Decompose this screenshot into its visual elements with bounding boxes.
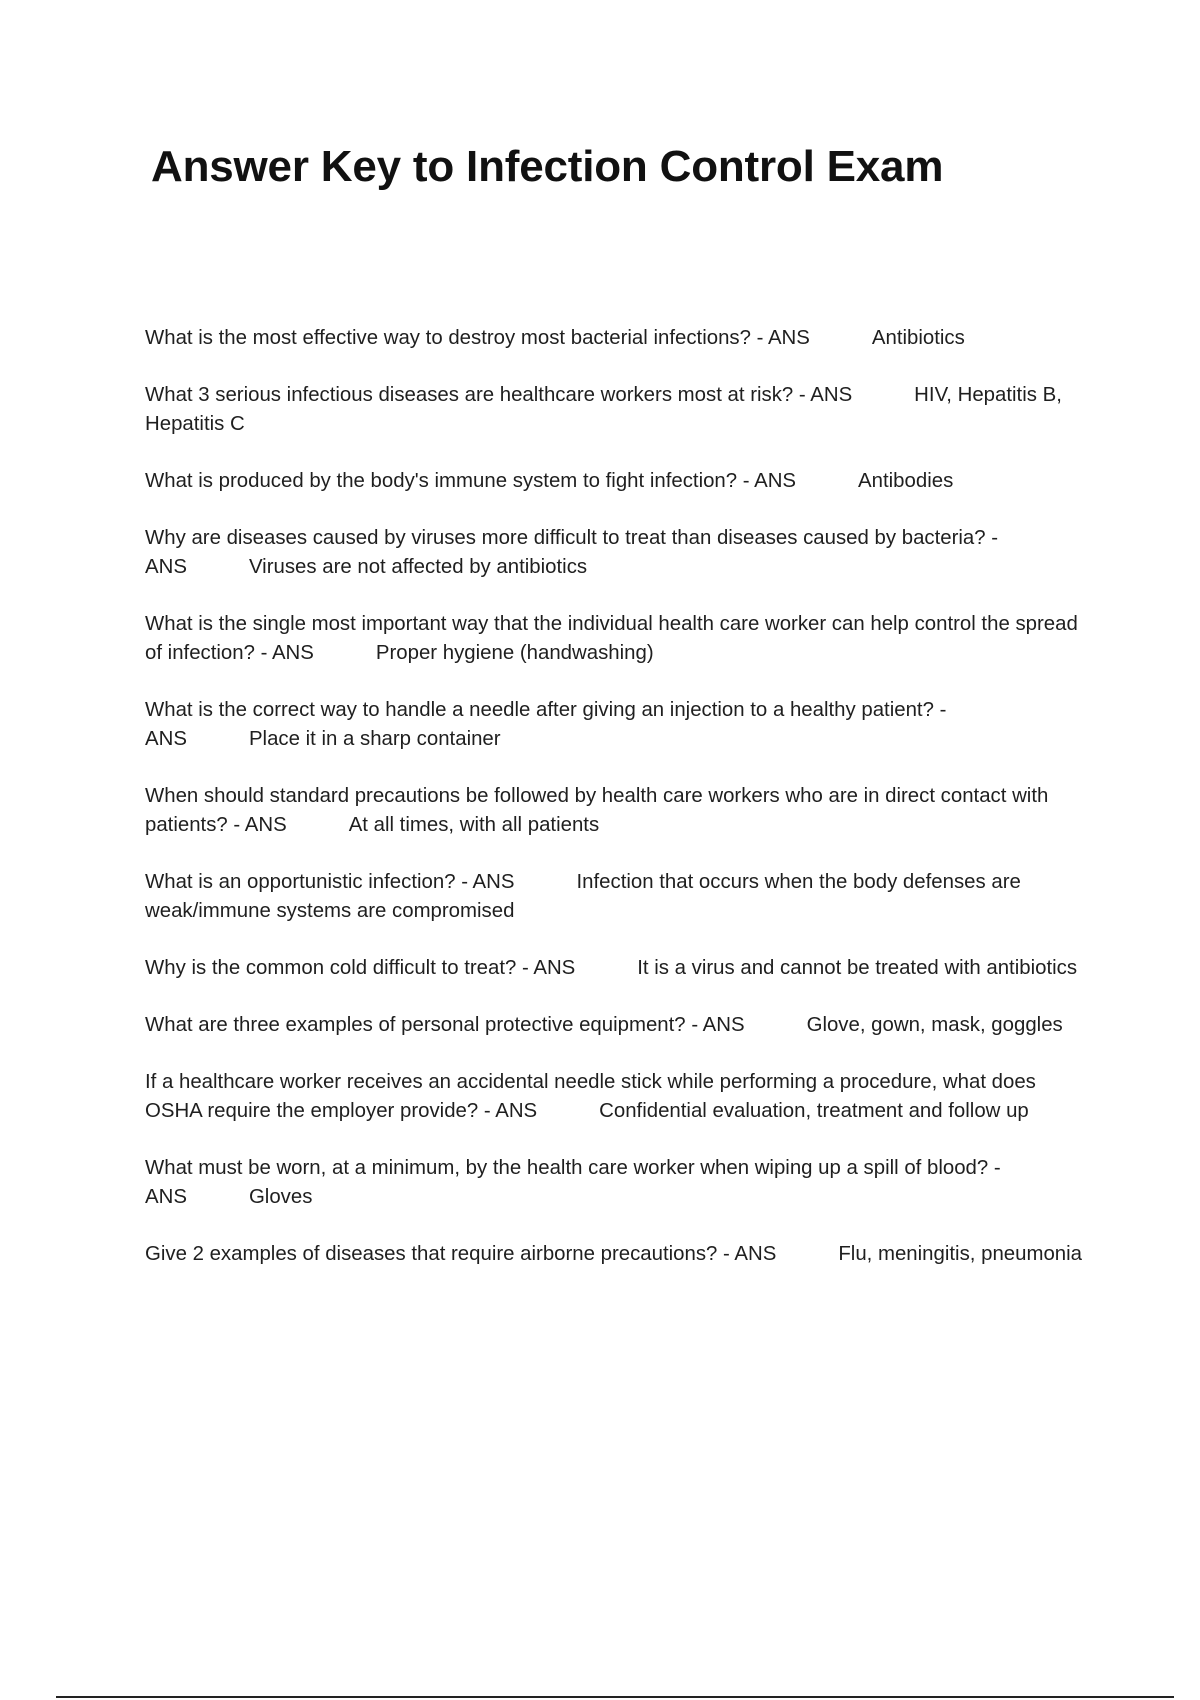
answer-text: Antibiotics	[871, 327, 965, 349]
answer-text: Gloves	[248, 1186, 313, 1208]
question-text: What is an opportunistic infection? - ANS	[145, 871, 515, 893]
qa-item	[145, 1011, 1090, 1040]
answer-text: Viruses are not affected by antibiotics	[248, 556, 588, 578]
question-text: Why are diseases caused by viruses more difficult to treat than diseases caused by bacteria? - ANS	[145, 527, 999, 578]
question-text: Why is the common cold difficult to treat? - ANS	[145, 957, 576, 979]
qa-item	[145, 467, 1090, 496]
answer-text: Glove, gown, mask, goggles	[806, 1014, 1063, 1036]
answer-text: Proper hygiene (handwashing)	[375, 642, 654, 664]
qa-item	[145, 1240, 1090, 1269]
question-text: What 3 serious infectious diseases are healthcare workers most at risk? - ANS	[145, 384, 853, 406]
question-text: When should standard precautions be followed by health care workers who are in direct contact with patients? - ANS	[145, 785, 1049, 836]
question-text: What are three examples of personal protective equipment? - ANS	[145, 1014, 745, 1036]
question-text: What is the most effective way to destroy most bacterial infections? - ANS	[145, 327, 810, 349]
question-text: If a healthcare worker receives an accidental needle stick while performing a procedure, what does OSHA require the employer provide? - ANS	[145, 1071, 1036, 1122]
qa-item	[145, 696, 1090, 754]
qa-item	[145, 782, 1090, 840]
question-text: What must be worn, at a minimum, by the health care worker when wiping up a spill of blood? - ANS	[145, 1157, 1001, 1208]
qa-list	[145, 324, 1090, 1297]
qa-item	[145, 524, 1090, 582]
page-title: Answer Key to Infection Control Exam	[151, 142, 944, 191]
qa-item	[145, 1154, 1090, 1212]
question-text: What is the correct way to handle a needle after giving an injection to a healthy patient? - ANS	[145, 699, 947, 750]
qa-item	[145, 324, 1090, 353]
qa-item	[145, 1068, 1090, 1126]
answer-text: Place it in a sharp container	[248, 728, 501, 750]
answer-text: Confidential evaluation, treatment and follow up	[599, 1100, 1029, 1122]
answer-text: It is a virus and cannot be treated with antibiotics	[637, 957, 1078, 979]
answer-text: At all times, with all patients	[348, 814, 600, 836]
question-text: What is produced by the body's immune system to fight infection? - ANS	[145, 470, 797, 492]
question-text: What is the single most important way that the individual health care worker can help control the spread of infection? - ANS	[145, 613, 1078, 664]
answer-text: Infection that occurs when the body defenses are weak/immune systems are compromised	[145, 871, 1021, 922]
answer-text: Antibodies	[858, 470, 954, 492]
qa-item	[145, 868, 1090, 926]
question-text: Give 2 examples of diseases that require airborne precautions? - ANS	[145, 1243, 777, 1265]
answer-text: Flu, meningitis, pneumonia	[838, 1243, 1083, 1265]
answer-text: HIV, Hepatitis B, Hepatitis C	[145, 384, 1062, 435]
qa-item	[145, 381, 1090, 439]
footer-divider	[56, 1696, 1174, 1698]
qa-item	[145, 610, 1090, 668]
qa-item	[145, 954, 1090, 983]
